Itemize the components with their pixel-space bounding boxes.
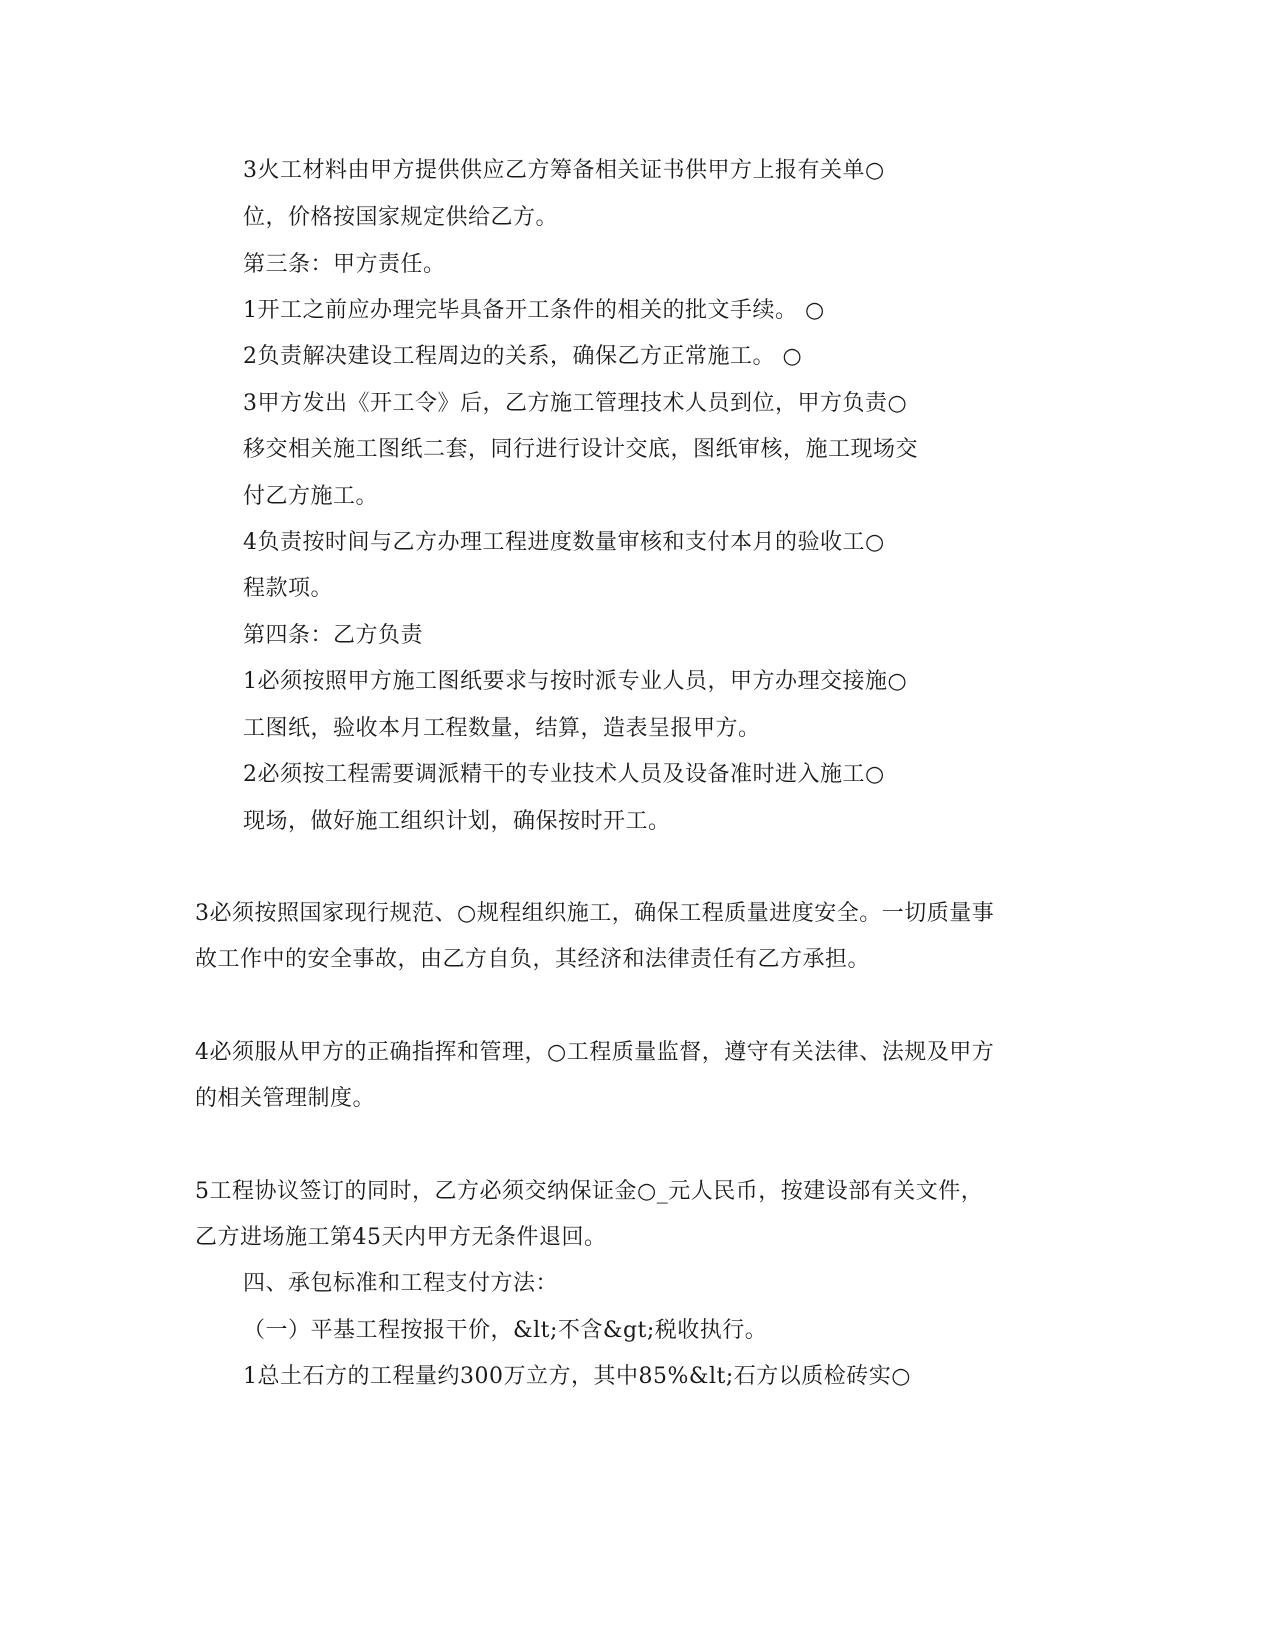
text-line: 1总土石方的工程量约300万立方，其中85%&lt;石方以质检砖实○ bbox=[243, 1364, 911, 1389]
text-line: 工图纸，验收本月工程数量，结算，造表呈报甲方。 bbox=[243, 716, 761, 741]
text-line: 位，价格按国家规定供给乙方。 bbox=[243, 205, 559, 230]
text-line: 2必须按工程需要调派精干的专业技术人员及设备准时进入施工○ bbox=[243, 762, 885, 787]
text-line: （一）平基工程按报干价，&lt;不含&gt;税收执行。 bbox=[243, 1318, 768, 1343]
text-line: 4必须服从甲方的正确指挥和管理，○工程质量监督，遵守有关法律、法规及甲方 bbox=[195, 1040, 995, 1065]
text-line: 1开工之前应办理完毕具备开工条件的相关的批文手续。 ○ bbox=[243, 298, 825, 323]
text-line: 现场，做好施工组织计划，确保按时开工。 bbox=[243, 809, 671, 834]
text-line: 故工作中的安全事故，由乙方自负，其经济和法律责任有乙方承担。 bbox=[195, 947, 871, 972]
text-line: 1必须按照甲方施工图纸要求与按时派专业人员，甲方办理交接施○ bbox=[243, 669, 908, 694]
section-heading: 第四条：乙方负责 bbox=[243, 623, 424, 648]
text-line: 乙方进场施工第45天内甲方无条件退回。 bbox=[195, 1225, 607, 1250]
text-line: 程款项。 bbox=[243, 576, 334, 601]
text-line: 5工程协议签订的同时，乙方必须交纳保证金○_元人民币，按建设部有关文件， bbox=[195, 1179, 984, 1204]
text-line: 2负责解决建设工程周边的关系，确保乙方正常施工。 ○ bbox=[243, 344, 803, 369]
text-line: 的相关管理制度。 bbox=[195, 1086, 376, 1111]
text-line: 3火工材料由甲方提供供应乙方筹备相关证书供甲方上报有关单○ bbox=[243, 158, 885, 183]
section-heading: 第三条：甲方责任。 bbox=[243, 252, 446, 277]
text-line: 付乙方施工。 bbox=[243, 484, 379, 509]
text-line: 3甲方发出《开工令》后，乙方施工管理技术人员到位，甲方负责○ bbox=[243, 391, 908, 416]
text-line: 3必须按照国家现行规范、○规程组织施工，确保工程质量进度安全。一切质量事 bbox=[195, 901, 995, 926]
text-line: 4负责按时间与乙方办理工程进度数量审核和支付本月的验收工○ bbox=[243, 530, 885, 555]
section-heading: 四、承包标准和工程支付方法： bbox=[243, 1271, 559, 1296]
text-line: 移交相关施工图纸二套，同行进行设计交底，图纸审核，施工现场交 bbox=[243, 437, 919, 462]
